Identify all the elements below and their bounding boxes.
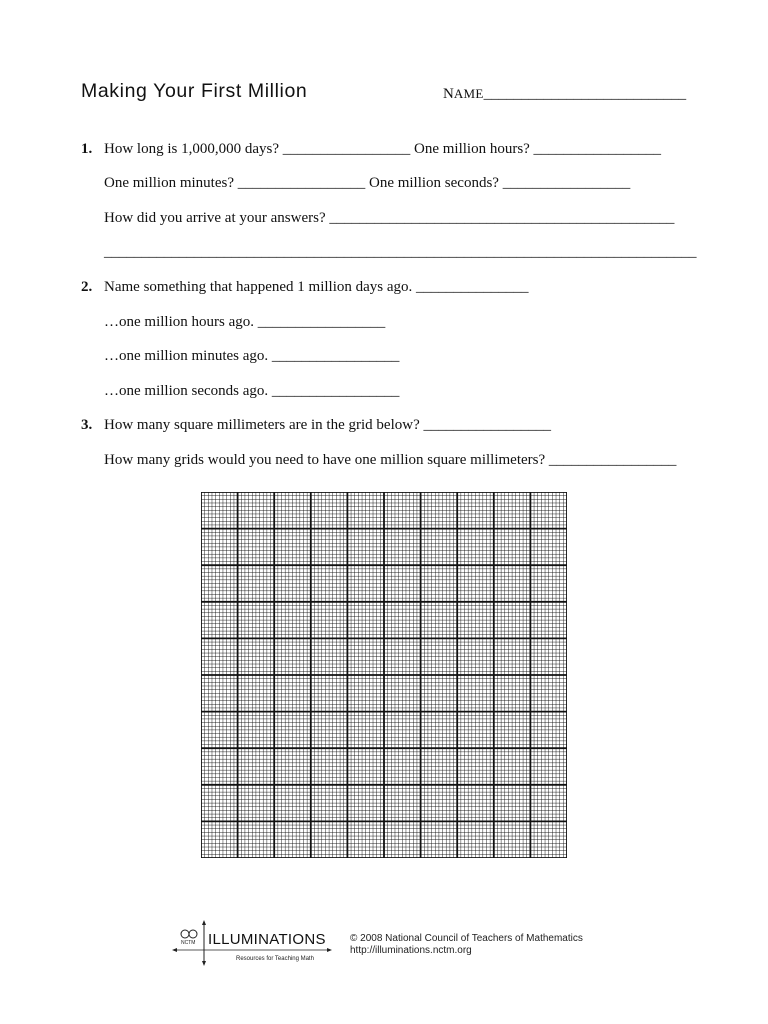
logo-tagline: Resources for Teaching Math <box>236 956 314 962</box>
illuminations-logo <box>172 920 332 966</box>
question-2-line-1[interactable]: Name something that happened 1 million days ago. _______________ <box>104 279 529 295</box>
footer-url[interactable]: http://illuminations.nctm.org <box>350 945 472 956</box>
logo-main-text: ILLUMINATIONS <box>208 931 326 948</box>
page-title: Making Your First Million <box>81 80 308 102</box>
name-label-rest: AME <box>453 86 484 101</box>
name-label-initial: N <box>443 86 454 102</box>
footer-credits <box>350 933 583 957</box>
question-3-number: 3. <box>81 417 93 433</box>
name-field[interactable] <box>443 86 686 103</box>
question-3-line-2[interactable]: How many grids would you need to have one million square millimeters? _________________ <box>104 452 677 468</box>
question-2-number: 2. <box>81 279 93 295</box>
question-1-line-4[interactable]: _______________________________________________________________________________ <box>104 244 697 260</box>
question-1-line-3[interactable]: How did you arrive at your answers? ______________________________________________ <box>104 210 675 226</box>
millimeter-grid <box>201 492 567 858</box>
nctm-seal-icon <box>181 930 197 938</box>
question-3-line-1[interactable]: How many square millimeters are in the grid below? _________________ <box>104 417 551 433</box>
question-1-number: 1. <box>81 141 93 157</box>
question-2-line-4[interactable]: …one million seconds ago. _________________ <box>104 383 400 399</box>
question-1-line-2[interactable]: One million minutes? _________________ One million seconds? _________________ <box>104 175 631 191</box>
logo-small-text: NCTM <box>181 940 196 946</box>
footer-copyright: © 2008 National Council of Teachers of Mathematics <box>350 933 583 944</box>
question-2-line-3[interactable]: …one million minutes ago. _________________ <box>104 348 400 364</box>
name-blank[interactable]: ___________________________ <box>483 86 687 102</box>
question-1-line-1[interactable]: How long is 1,000,000 days? _________________ One million hours? _________________ <box>104 141 662 157</box>
question-2-line-2[interactable]: …one million hours ago. _________________ <box>104 314 386 330</box>
